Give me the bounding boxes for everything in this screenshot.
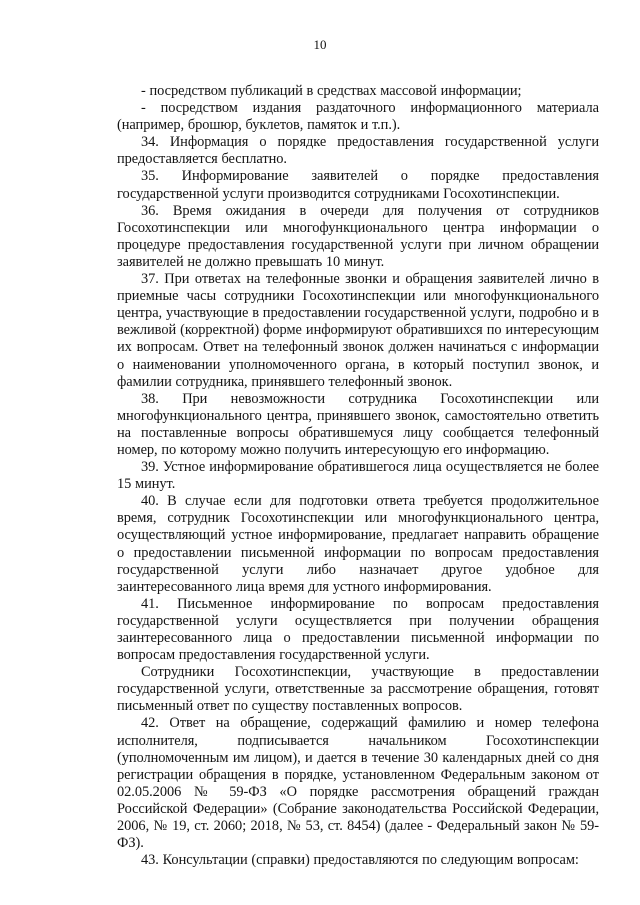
list-item-mass-media: - посредством публикаций в средствах массовой информации; (141, 83, 522, 99)
paragraph-43: 43. Консультации (справки) предоставляются по следующим вопросам: (141, 852, 579, 869)
paragraph-38: 38. При невозможности сотрудника Госохотинспекции или многофункционального центра, принявшего звонок, самостоятельно ответить на поставленные вопросы обратившемуся лицу сообщается телефонный номер, по которому можно получить интересующую его информацию. (117, 390, 599, 458)
paragraph-36: 36. Время ожидания в очереди для получения от сотрудников Госохотинспекции или многофункционального центра информации о процедуре предоставления государственной услуги при личном обращении заявителей не должно превышать 10 минут. (117, 202, 599, 270)
paragraph-35: 35. Информирование заявителей о порядке предоставления государственной услуги производится сотрудниками Госохотинспекции. (117, 168, 599, 202)
paragraph-40: 40. В случае если для подготовки ответа требуется продолжительное время, сотрудник Госохотинспекции или многофункционального центра, осуществляющий устное информирование, предлагает направить обращение о предоставлении письменной информации по вопросам предоставления государственной услуги либо назначает другое удобное для заинтересованного лица время для устного информирования. (117, 493, 599, 595)
paragraph-39: 39. Устное информирование обратившегося лица осуществляется не более 15 минут. (117, 459, 599, 493)
list-item-handout-materials: - посредством издания раздаточного информационного материала (например, брошюр, буклетов, памяток и т.п.). (117, 100, 599, 134)
paragraph-42: 42. Ответ на обращение, содержащий фамилию и номер телефона исполнителя, подписывается начальником Госохотинспекции (уполномоченным им лицом), и дается в течение 30 календарных дней со дня регистрации обращения в порядке, установленном Федеральным законом от 02.05.2006 № 59-ФЗ «О порядке рассмотрения обращений граждан Российской Федерации» (Собрание законодательства Российской Федерации, 2006, № 19, ст. 2060; 2018, № 53, ст. 8454) (далее - Федеральный закон № 59-ФЗ). (117, 715, 599, 852)
paragraph-37: 37. При ответах на телефонные звонки и обращения заявителей лично в приемные часы сотрудники Госохотинспекции или многофункционального центра, участвующие в предоставлении государственной услуги, подробно и в вежливой (корректной) форме информируют обратившихся по интересующим их вопросам. Ответ на телефонный звонок должен начинаться с информации о наименовании уполномоченного органа, в который поступил звонок, и фамилии сотрудника, принявшего телефонный звонок. (117, 271, 599, 390)
page-number: 10 (313, 37, 327, 52)
paragraph-34: 34. Информация о порядке предоставления государственной услуги предоставляется бесплатно. (117, 134, 599, 168)
paragraph-41-continuation: Сотрудники Госохотинспекции, участвующие в предоставлении государственной услуги, ответственные за рассмотрение обращения, готовят письменный ответ по существу поставленных вопросов. (117, 664, 599, 715)
document-body (117, 83, 599, 869)
paragraph-41: 41. Письменное информирование по вопросам предоставления государственной услуги осуществляется при получении обращения заинтересованного лица о предоставлении письменной информации по вопросам предоставления государственной услуги. (117, 595, 599, 664)
